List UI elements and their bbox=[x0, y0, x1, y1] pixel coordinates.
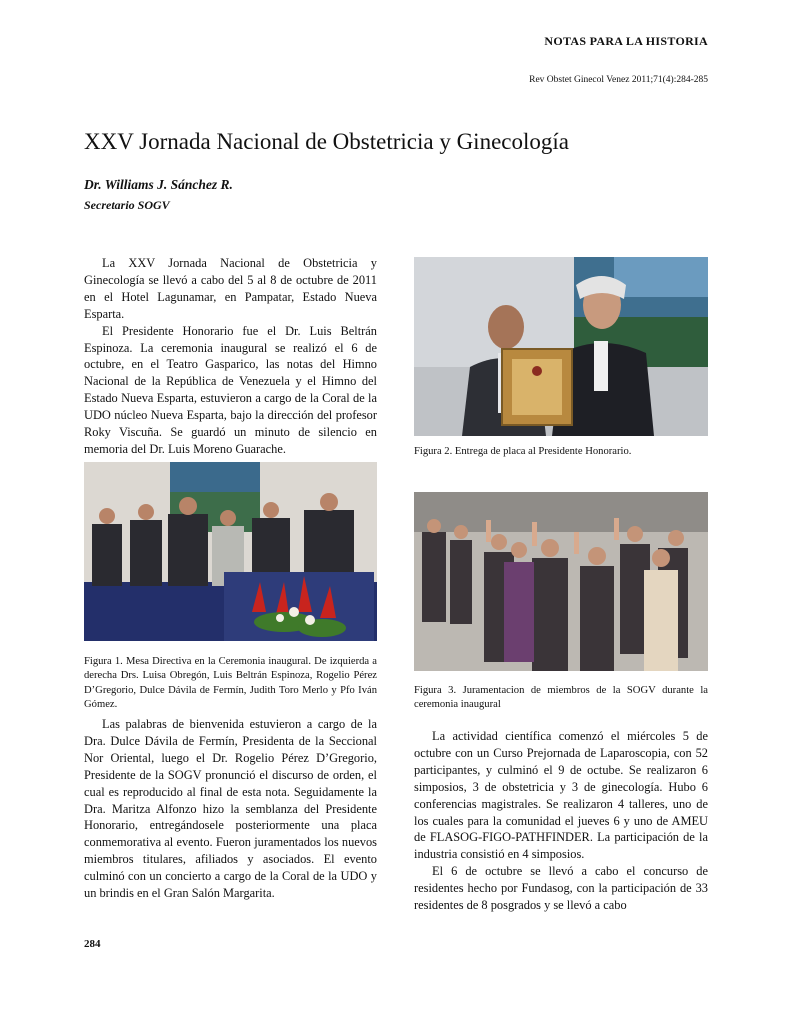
figure-2-image bbox=[414, 257, 708, 436]
body-paragraph: Las palabras de bienvenida estuvieron a cargo de la Dra. Dulce Dávila de Fermín, Presidenta de la Seccional Nor Oriental, luego el Dr. Rogelio Pérez D’Gregorio, Presidente de la SOGV pronunció el discurso de orden, el cual es reproducido al final de esta nota. Seguidamente la Dra. Maritza Alfonzo hizo la semblanza del Presidente Honorario, entregándosele posteriormente una placa conmemorativa al evento. Fueron juramentados los nuevos miembros titulares, afiliados y asociados. El evento culminó con un concierto a cargo de la Coral de la UDO y un brindis en el Gran Salón Margarita. bbox=[84, 717, 377, 901]
article-author: Dr. Williams J. Sánchez R. bbox=[84, 177, 233, 192]
article-title: XXV Jornada Nacional de Obstetricia y Ginecología bbox=[84, 129, 569, 154]
figure-1-caption: Figura 1. Mesa Directiva en la Ceremonia inaugural. De izquierda a derecha Drs. Luisa Obregón, Luis Beltrán Espinoza, Rogelio Pérez D’Gregorio, Dulce Dávila de Fermín, Judith Toro Merlo y Pfo Iván Gómez. bbox=[84, 656, 377, 710]
figure-1-photo bbox=[84, 462, 377, 641]
figure-2-caption: Figura 2. Entrega de placa al Presidente Honorario. bbox=[414, 446, 632, 457]
journal-citation: Rev Obstet Ginecol Venez 2011;71(4):284-285 bbox=[529, 75, 708, 85]
body-column-right-bottom bbox=[414, 728, 708, 914]
page-number: 284 bbox=[84, 938, 101, 950]
figure-3-image bbox=[414, 492, 708, 671]
body-paragraph: El 6 de octubre se llevó a cabo el concurso de residentes hecho por Fundasog, con la participación de 33 residentes de 8 posgrados y se llevó a cabo bbox=[414, 864, 708, 913]
figure-1-image bbox=[84, 462, 377, 641]
figure-2-photo bbox=[414, 257, 708, 436]
body-paragraph: El Presidente Honorario fue el Dr. Luis Beltrán Espinoza. La ceremonia inaugural se realizó el 6 de octubre, en el Teatro Gasparico, las notas del Himno Nacional de la República de Venezuela y el Himno del Estado Nueva Esparta, estuvieron a cargo de la Coral de la UDO núcleo Nueva Esparta, bajo la dirección del profesor Roky Viscuña. Se guardó un minuto de silencio en memoria del Dr. Luis Moreno Guarache. bbox=[84, 323, 377, 456]
body-column-left-bottom bbox=[84, 716, 377, 902]
figure-3-caption: Figura 3. Juramentacion de miembros de la SOGV durante la ceremonia inaugural bbox=[414, 685, 708, 711]
body-paragraph: La XXV Jornada Nacional de Obstetricia y Ginecología se llevó a cabo del 5 al 8 de octubre de 2011 en el Hotel Lagunamar, en Pampatar, Estado Nueva Esparta. bbox=[84, 256, 377, 321]
body-paragraph: La actividad científica comenzó el miércoles 5 de octubre con un Curso Prejornada de Laparoscopia, con 52 participantes, y culminó el 9 de octube. Se realizaron 6 simposios, 3 de obstetricia y 3 de ginecología. Hubo 6 conferencias magistrales. Se realizaron 4 talleres, uno de los cuales para la comunidad el jueves 6 y uno de AMEU de FLASOG-FIGO-PATHFINDER. La participación de la industria consistió en 4 simposios. bbox=[414, 729, 708, 862]
section-label: NOTAS PARA LA HISTORIA bbox=[544, 34, 708, 48]
figure-3-photo bbox=[414, 492, 708, 671]
body-column-left-top bbox=[84, 255, 377, 458]
author-affiliation: Secretario SOGV bbox=[84, 198, 170, 212]
